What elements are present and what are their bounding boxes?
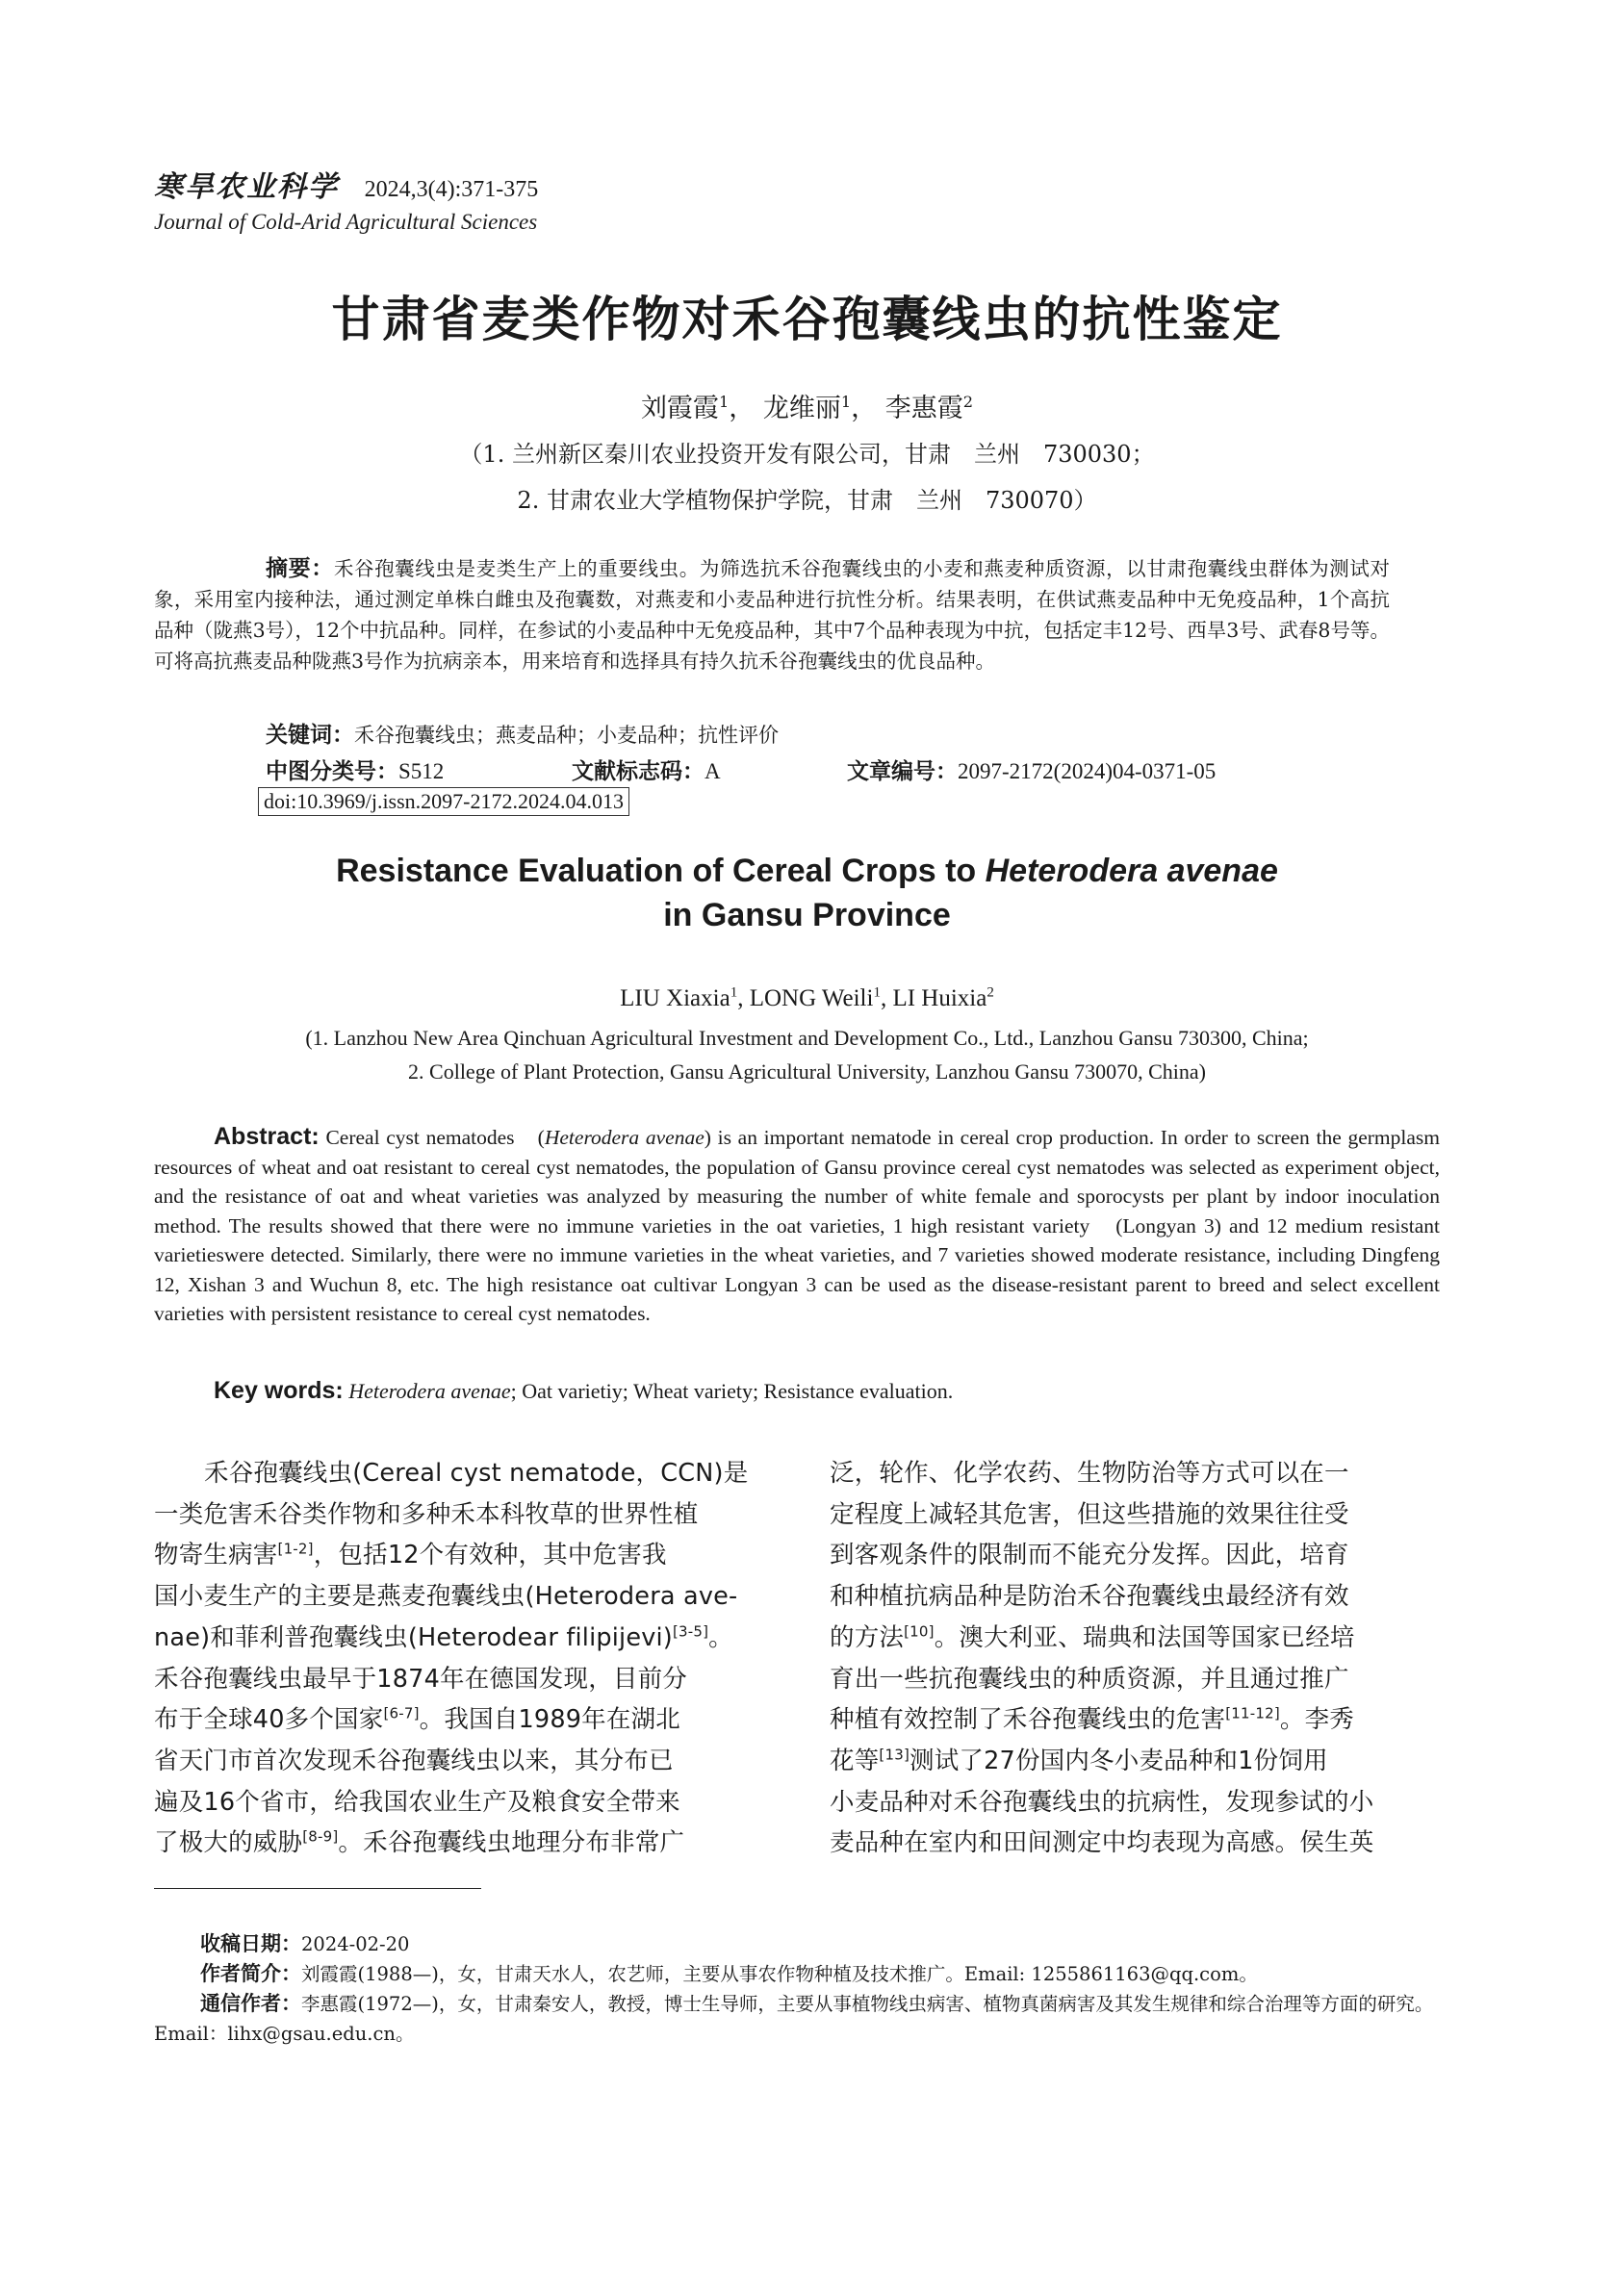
author-en: LONG Weili	[749, 985, 874, 1011]
citation-ref[interactable]: [10]	[904, 1622, 935, 1641]
body-text: 布于全球40多个国家	[154, 1705, 384, 1735]
footnote-corresponding	[154, 1989, 1444, 2049]
footnote-author	[154, 1959, 1444, 1989]
body-text-line	[154, 1453, 764, 1494]
footnote-divider	[154, 1888, 481, 1889]
citation-ref[interactable]: [3-5]	[672, 1622, 709, 1641]
journal-name-en: Journal of Cold-Arid Agricultural Sciences	[154, 210, 538, 234]
body-text-line	[154, 1618, 764, 1659]
body-text-line	[154, 1494, 764, 1536]
author-affil-mark: 2	[986, 984, 994, 1001]
author-affil-mark: 1	[730, 984, 738, 1001]
received-label: 收稿日期：	[200, 1932, 301, 1955]
journal-header	[154, 171, 538, 237]
author-cn: 刘霞霞	[640, 394, 719, 423]
abstract-en-pre: Cereal cyst nematodes (	[325, 1126, 545, 1149]
affiliation-en-1: (1. Lanzhou New Area Qinchuan Agricultural Investment and Development Co., Ltd., Lanzhou Gansu 730300, China;	[305, 1026, 1309, 1050]
body-text: 泛，轮作、化学农药、生物防治等方式可以在一	[830, 1459, 1349, 1488]
body-text: 。禾谷孢囊线虫地理分布非常广	[338, 1828, 685, 1858]
abstract-cn-label: 摘要：	[266, 556, 334, 581]
affiliation-cn-1: （1. 兰州新区秦川农业投资开发有限公司，甘肃 兰州 730030；	[459, 441, 1155, 468]
keywords-en-text: ; Oat varietiy; Wheat variety; Resistance evaluation.	[510, 1379, 954, 1403]
journal-name-cn: 寒旱农业科学	[154, 170, 339, 204]
citation-ref[interactable]: [13]	[879, 1746, 909, 1764]
body-text: ，包括12个有效种，其中危害我	[313, 1541, 667, 1570]
clc-label: 中图分类号：	[266, 759, 398, 784]
article-no-value: 2097-2172(2024)04-0371-05	[958, 759, 1217, 783]
body-text-line	[830, 1576, 1440, 1618]
affiliation-en-2: 2. College of Plant Protection, Gansu Agricultural University, Lanzhou Gansu 730070, China)	[408, 1059, 1206, 1084]
body-text-line	[830, 1699, 1440, 1741]
article-no-label: 文章编号：	[847, 759, 958, 784]
body-text-line	[830, 1782, 1440, 1824]
abstract-en	[154, 1122, 1440, 1329]
body-text: 种植有效控制了禾谷孢囊线虫的危害	[830, 1705, 1226, 1735]
doi-link[interactable]: doi:10.3969/j.issn.2097-2172.2024.04.013	[258, 787, 629, 816]
keywords-cn	[266, 717, 779, 749]
corresponding-label: 通信作者：	[200, 1992, 301, 2015]
affiliation-cn-2: 2. 甘肃农业大学植物保护学院，甘肃 兰州 730070）	[517, 487, 1097, 514]
title-en-part2: in Gansu Province	[663, 897, 951, 933]
body-text-line	[830, 1494, 1440, 1536]
keywords-cn-text: 禾谷孢囊线虫；燕麦品种；小麦品种；抗性评价	[354, 724, 779, 747]
body-text: 。	[708, 1622, 733, 1652]
body-text: 。澳大利亚、瑞典和法国等国家已经培	[934, 1622, 1355, 1652]
body-text-line	[830, 1659, 1440, 1700]
doc-code-label: 文献标志码：	[572, 759, 705, 784]
body-text: 花等	[830, 1746, 880, 1775]
citation-ref[interactable]: [6-7]	[383, 1704, 420, 1722]
body-text: 禾谷孢囊线虫最早于1874年在德国发现，目前分	[154, 1664, 687, 1694]
body-text-line	[830, 1741, 1440, 1782]
body-text-line	[830, 1618, 1440, 1659]
body-text-line	[830, 1535, 1440, 1576]
body-text-line	[830, 1823, 1440, 1864]
keywords-cn-label: 关键词：	[266, 723, 354, 748]
body-column-right	[830, 1453, 1440, 1864]
title-en-species: Heterodera avenae	[985, 853, 1278, 889]
author-affil-mark: 1	[873, 984, 881, 1001]
title-cn: 甘肃省麦类作物对禾谷孢囊线虫的抗性鉴定	[331, 292, 1283, 347]
body-text-line	[154, 1741, 764, 1782]
body-text: 了极大的威胁	[154, 1828, 303, 1858]
citation-ref[interactable]: [1-2]	[277, 1540, 314, 1558]
title-en	[0, 849, 1614, 937]
body-column-left	[154, 1453, 764, 1864]
body-text-line	[154, 1659, 764, 1700]
citation-ref[interactable]: [8-9]	[302, 1827, 339, 1846]
body-text: 。我国自1989年在湖北	[419, 1705, 680, 1735]
author-bio-label: 作者简介：	[200, 1962, 301, 1985]
body-text: 一类危害禾谷类作物和多种禾本科牧草的世界性植	[154, 1499, 699, 1529]
author-affil-mark: 1	[840, 393, 852, 411]
body-text: 育出一些抗孢囊线虫的种质资源，并且通过推广	[830, 1664, 1349, 1694]
body-text: 到客观条件的限制而不能充分发挥。因此，培育	[830, 1541, 1349, 1570]
author-en: LIU Xiaxia	[620, 985, 730, 1011]
received-date: 2024-02-20	[301, 1933, 410, 1955]
author-affil-mark: 2	[962, 393, 974, 411]
author-bio-text: 刘霞霞(1988—)，女，甘肃天水人，农艺师，主要从事农作物种植及技术推广。Email: 1255861163@qq.com。	[301, 1963, 1258, 1985]
body-text-line	[830, 1453, 1440, 1494]
body-text: 的方法	[830, 1622, 905, 1652]
author-cn: 龙维丽	[762, 394, 841, 423]
body-text: 小麦品种对禾谷孢囊线虫的抗病性，发现参试的小	[830, 1787, 1374, 1817]
body-text: 和种植抗病品种是防治禾谷孢囊线虫最经济有效	[830, 1582, 1349, 1612]
title-en-part1: Resistance Evaluation of Cereal Crops to	[336, 853, 986, 889]
abstract-en-species: Heterodera avenae	[544, 1126, 705, 1149]
corresponding-text: 李惠霞(1972—)，女，甘肃秦安人，教授，博士生导师，主要从事植物线虫病害、植物真菌病害及其发生规律和综合治理等方面的研究。Email：lihx@gsau.edu.cn。	[154, 1993, 1434, 2045]
body-text: 。李秀	[1279, 1705, 1355, 1735]
body-text: 测试了27份国内冬小麦品种和1份饲用	[909, 1746, 1328, 1775]
body-text-line	[154, 1535, 764, 1576]
footnote-received	[154, 1929, 1444, 1959]
author-cn: 李惠霞	[884, 394, 963, 423]
author-affil-mark: 1	[718, 393, 730, 411]
keywords-en	[214, 1377, 953, 1405]
body-text: 国小麦生产的主要是燕麦孢囊线虫(Heterodera ave-	[154, 1582, 738, 1612]
doc-code-value: A	[705, 759, 721, 783]
abstract-en-text: ) is an important nematode in cereal crop production. In order to screen the germplasm resources of wheat and oat resistant to cereal cyst nematodes, the population of Gansu province cereal cyst nematodes was selected as experiment object, and the resistance of oat and wheat varieties was analyzed by measuring the number of white female and sporocysts per plant by indoor inoculation method. The results showed that there were no immune varieties in the oat varieties, 1 high resistant variety (Longyan 3) and 12 medium resistant varietieswere detected. Similarly, there were no immune varieties in the wheat varieties, and 7 varieties showed moderate resistance, including Dingfeng 12, Xishan 3 and Wuchun 8, etc. The high resistance oat cultivar Longyan 3 can be used as the disease-resistant parent to breed and select excellent varieties with persistent resistance to cereal cyst nematodes.	[154, 1126, 1441, 1325]
body-text: 麦品种在室内和田间测定中均表现为高感。侯生英	[830, 1828, 1374, 1858]
body-text-line	[154, 1782, 764, 1824]
body-text: 物寄生病害	[154, 1541, 278, 1570]
clc-value: S512	[398, 759, 445, 783]
author-en: LI Huixia	[892, 985, 987, 1011]
abstract-en-label: Abstract:	[214, 1123, 320, 1150]
body-text: 定程度上减轻其危害，但这些措施的效果往往受	[830, 1499, 1349, 1529]
abstract-cn	[154, 553, 1390, 676]
keywords-en-label: Key words:	[214, 1377, 344, 1404]
body-text-line	[154, 1576, 764, 1618]
authors-en: LIU Xiaxia$^1$, LONG Weili$^1$, LI Huixia$^2$	[620, 984, 994, 1011]
citation-ref[interactable]: [11-12]	[1225, 1704, 1280, 1722]
body-text-line	[154, 1699, 764, 1741]
body-text: 禾谷孢囊线虫(Cereal cyst nematode，CCN)是	[204, 1459, 749, 1488]
body-text-line	[154, 1823, 764, 1864]
authors-cn: 刘霞霞$^1$， 龙维丽$^1$， 李惠霞$^2$	[640, 393, 974, 423]
body-text: nae)和菲利普孢囊线虫(Heterodear filipijevi)	[154, 1622, 673, 1652]
abstract-cn-text: 禾谷孢囊线虫是麦类生产上的重要线虫。为筛选抗禾谷孢囊线虫的小麦和燕麦种质资源，以甘肃孢囊线虫群体为测试对象，采用室内接种法，通过测定单株白雌虫及孢囊数，对燕麦和小麦品种进行抗性分析。结果表明，在供试燕麦品种中无免疫品种，1个高抗品种（陇燕3号），12个中抗品种。同样，在参试的小麦品种中无免疫品种，其中7个品种表现为中抗，包括定丰12号、西旱3号、武春8号等。可将高抗燕麦品种陇燕3号作为抗病亲本，用来培育和选择具有持久抗禾谷孢囊线虫的优良品种。	[154, 557, 1391, 673]
body-text: 遍及16个省市，给我国农业生产及粮食安全带来	[154, 1787, 680, 1817]
keywords-en-species: Heterodera avenae	[348, 1379, 511, 1403]
journal-citation: 2024,3(4):371-375	[364, 177, 539, 202]
body-text: 省天门市首次发现禾谷孢囊线虫以来，其分布已	[154, 1746, 674, 1775]
